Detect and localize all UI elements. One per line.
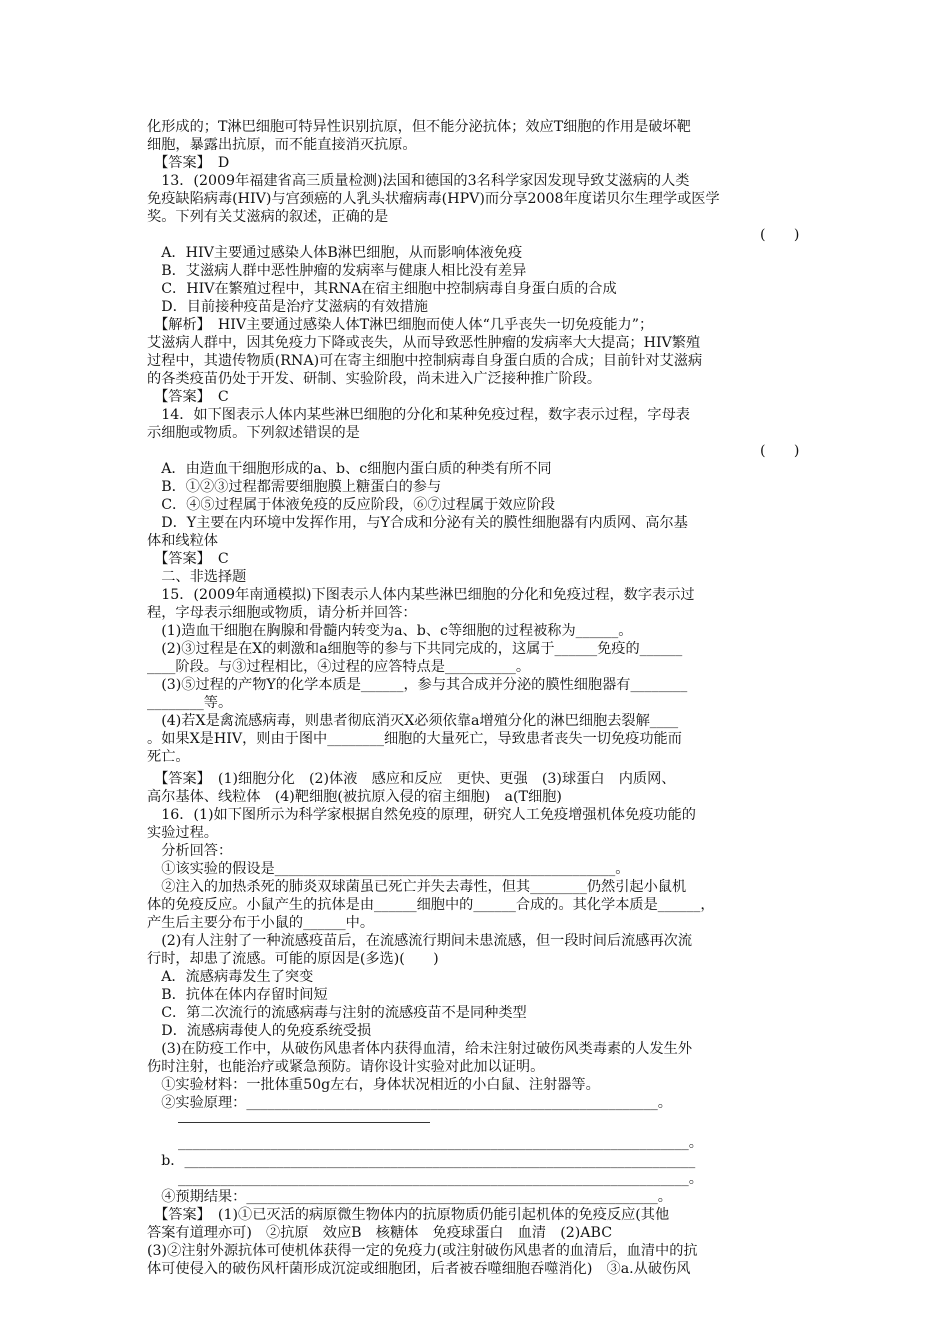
question-14-line: 14．如下图表示人体内某些淋巴细胞的分化和某种免疫过程，数字表示过程，字母表 (147, 407, 690, 423)
text-line: ①实验材料：一批体重50g左右，身体状况相近的小白鼠、注射器等。 (147, 1077, 600, 1093)
text-line: 体的免疫反应。小鼠产生的抗体是由______细胞中的______合成的。其化学本质是______， (147, 897, 715, 913)
text-line: ________________________________________________________________________。 (178, 1171, 703, 1187)
text-line: 化形成的；T淋巴细胞可特异性识别抗原，但不能分泌抗体；效应T细胞的作用是破坏靶 (147, 119, 691, 135)
text-line: (1)造血干细胞在胸腺和骨髓内转变为a、b、c等细胞的过程被称为______。 (147, 623, 633, 639)
answer-line: 【答案】 D (147, 155, 230, 171)
question-16-line: 16．(1)如下图所示为科学家根据自然免疫的原理，研究人工免疫增强机体免疫功能的 (147, 807, 696, 823)
text-line: 艾滋病人群中，因其免疫力下降或丧失，从而导致恶性肿瘤的发病率大大提高；HIV繁殖 (147, 335, 701, 351)
text-line: (3)在防疫工作中，从破伤风患者体内获得血清，给未注射过破伤风类毒素的人发生外 (147, 1041, 693, 1057)
text-line: 免疫缺陷病毒(HIV)与宫颈癌的人乳头状瘤病毒(HPV)而分享2008年度诺贝尔生理学或医学 (147, 191, 720, 207)
section-heading: 二、非选择题 (147, 569, 247, 585)
text-line: (4)若X是禽流感病毒，则患者彻底消灭X必须依靠a增殖分化的淋巴细胞去裂解____ (147, 713, 679, 729)
option-d: D．流感病毒使人的免疫系统受损 (147, 1023, 372, 1039)
option-c: C．第二次流行的流感病毒与注射的流感疫苗不是同种类型 (147, 1005, 527, 1021)
text-line: b．________________________________________________________________________ (147, 1153, 696, 1169)
text-line: (2)③过程是在X的刺激和a细胞等的参与下共同完成的，这属于______免疫的______ (147, 641, 683, 657)
answer-line: 【答案】 C (147, 551, 229, 567)
option-d: D．Y主要在内环境中发挥作用，与Y合成和分泌有关的膜性细胞器有内质网、高尔基 (147, 515, 688, 531)
text-line: 。如果X是HIV，则由于图中________细胞的大量死亡，导致患者丧失一切免疫功能而 (147, 731, 682, 747)
text-line: 实验过程。 (147, 825, 218, 841)
option-b: B．艾滋病人群中恶性肿瘤的发病率与健康人相比没有差异 (147, 263, 527, 279)
option-a: A．HIV主要通过感染人体B淋巴细胞，从而影响体液免疫 (147, 245, 523, 261)
text-line: 行时，却患了流感。可能的原因是(多选)( ) (147, 951, 439, 967)
option-d: D．目前接种疫苗是治疗艾滋病的有效措施 (147, 299, 428, 315)
answer-line: 【答案】 (1)①已灭活的病原微生物体内的抗原物质仍能引起机体的免疫反应(其他 (147, 1207, 670, 1223)
text-line: 死亡。 (147, 749, 190, 765)
option-c: C．④⑤过程属于体液免疫的反应阶段，⑥⑦过程属于效应阶段 (147, 497, 556, 513)
text-line: 奖。下列有关艾滋病的叙述，正确的是 (147, 209, 389, 225)
text-line: ________________________________________________________________________。 (178, 1135, 703, 1151)
blank-rule (178, 1122, 430, 1123)
text-line: ②实验原理：__________________________________________________________。 (147, 1095, 672, 1111)
option-a: A．流感病毒发生了突变 (147, 969, 314, 985)
option-b: B．①②③过程都需要细胞膜上糖蛋白的参与 (147, 479, 442, 495)
text-line: ④预期结果：__________________________________________________________。 (147, 1189, 672, 1205)
text-line: (3)⑤过程的产物Y的化学本质是______，参与其合成并分泌的膜性细胞器有________ (147, 677, 688, 693)
option-b: B．抗体在体内存留时间短 (147, 987, 328, 1003)
text-line: 体和线粒体 (147, 533, 218, 549)
text-line: 程，字母表示细胞或物质，请分析并回答： (147, 605, 417, 621)
text-line: 示细胞或物质。下列叙述错误的是 (147, 425, 360, 441)
answer-bracket: ( ) (760, 443, 800, 459)
text-line: ________等。 (147, 695, 233, 711)
answer-line: 【答案】 C (147, 389, 229, 405)
text-line: 产生后主要分布于小鼠的______中。 (147, 915, 375, 931)
text-line: (2)有人注射了一种流感疫苗后，在流感流行期间未患流感，但一段时间后流感再次流 (147, 933, 693, 949)
text-line: 高尔基体、线粒体 (4)靶细胞(被抗原入侵的宿主细胞) a(T细胞) (147, 789, 562, 805)
text-line: 分析回答： (147, 843, 233, 859)
text-line: 答案有道理亦可) ②抗原 效应B 核糖体 免疫球蛋白 血清 (2)ABC (147, 1225, 613, 1241)
text-line: 细胞，暴露出抗原，而不能直接消灭抗原。 (147, 137, 417, 153)
answer-bracket: ( ) (760, 227, 800, 243)
analysis-line: 【解析】 HIV主要通过感染人体T淋巴细胞而使人体“几乎丧失一切免疫能力”； (147, 317, 654, 333)
text-line: ①该实验的假设是________________________________________________。 (147, 861, 630, 877)
text-line: 过程中，其遗传物质(RNA)可在寄主细胞中控制病毒自身蛋白质的合成；目前针对艾滋病 (147, 353, 703, 369)
text-line: 的各类疫苗仍处于开发、研制、实验阶段，尚未进入广泛接种推广阶段。 (147, 371, 602, 387)
text-line: ____阶段。与③过程相比，④过程的应答特点是__________。 (147, 659, 531, 675)
question-13-line: 13．(2009年福建省高三质量检测)法国和德国的3名科学家因发现导致艾滋病的人类 (147, 173, 690, 189)
text-line: 伤时注射，也能治疗或紧急预防。请你设计实验对此加以证明。 (147, 1059, 545, 1075)
option-a: A．由造血干细胞形成的a、b、c细胞内蛋白质的种类有所不同 (147, 461, 552, 477)
text-line: (3)②注射外源抗体可使机体获得一定的免疫力(或注射破伤风患者的血清后，血清中的抗 (147, 1243, 698, 1259)
option-c: C．HIV在繁殖过程中，其RNA在宿主细胞中控制病毒自身蛋白质的合成 (147, 281, 617, 297)
text-line: 体可使侵入的破伤风杆菌形成沉淀或细胞团，后者被吞噬细胞吞噬消化) ③a.从破伤风 (147, 1261, 691, 1277)
answer-line: 【答案】 (1)细胞分化 (2)体液 感应和反应 更快、更强 (3)球蛋白 内质网、 (147, 771, 676, 787)
text-line: ②注入的加热杀死的肺炎双球菌虽已死亡并失去毒性，但其________仍然引起小鼠机 (147, 879, 687, 895)
question-15-line: 15．(2009年南通模拟)下图表示人体内某些淋巴细胞的分化和免疫过程，数字表示过 (147, 587, 695, 603)
